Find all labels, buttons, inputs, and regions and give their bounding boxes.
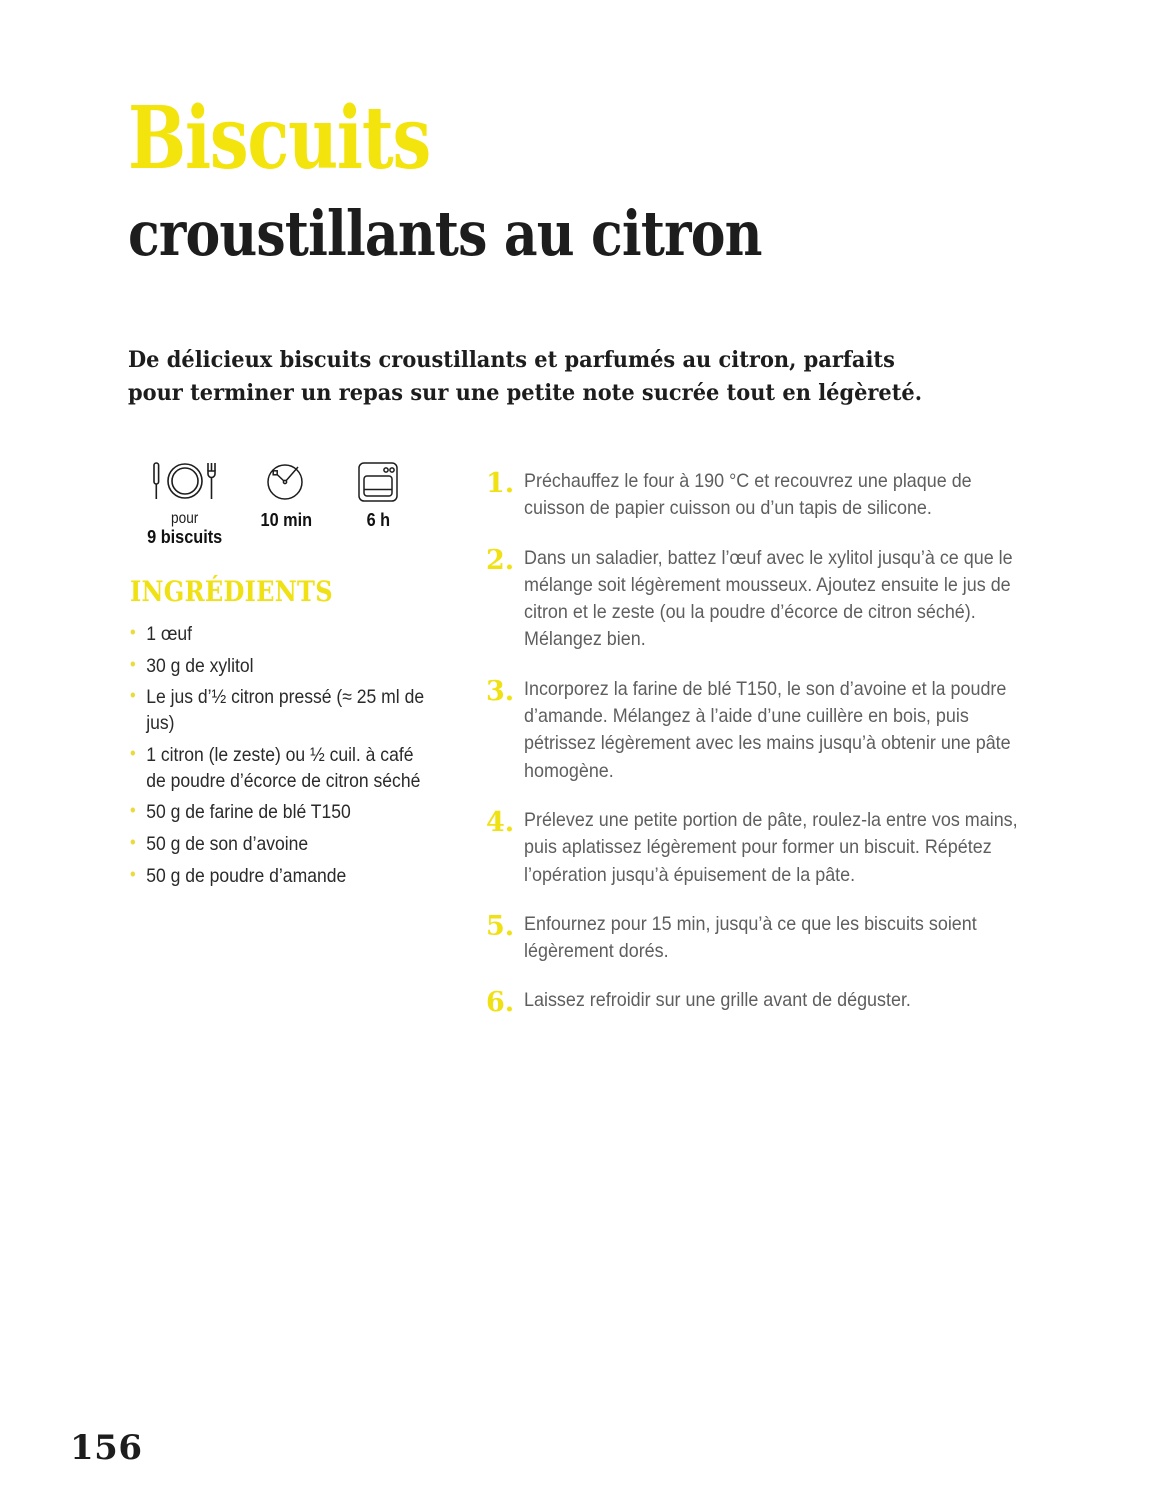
step-number: 4. xyxy=(486,806,515,838)
step-item xyxy=(486,911,1066,966)
meta-prep-time-value: 10 min xyxy=(260,509,312,530)
ingredients-heading: INGRÉDIENTS xyxy=(130,575,333,608)
step-number: 5. xyxy=(486,910,515,942)
title-line-secondary: croustillants au citron xyxy=(128,196,762,270)
step-text: Dans un saladier, battez l’œuf avec le xylitol jusqu’à ce que le mélange soit légèrement mousseux. Ajoutez ensuite le jus de citron et le zeste (ou la poudre d’écorce de citron séché). Mélangez bien. xyxy=(524,546,1013,651)
step-number: 6. xyxy=(486,987,515,1019)
preparation-steps xyxy=(486,468,1066,1038)
meta-servings-labels xyxy=(142,510,227,548)
list-item: • 50 g de son d’avoine xyxy=(130,832,427,858)
list-item: • 30 g de xylitol xyxy=(130,654,427,680)
list-item: • 1 citron (le zeste) ou ½ cuil. à café de poudre d’écorce de citron séché xyxy=(130,743,427,794)
list-item: • 50 g de farine de blé T150 xyxy=(130,800,427,826)
recipe-description: De délicieux biscuits croustillants et parfumés au citron, parfaits pour terminer un repas sur une petite note sucrée tout en légèreté. xyxy=(128,347,923,406)
page-title xyxy=(128,88,1028,270)
page-number: 156 xyxy=(70,1428,143,1468)
step-item xyxy=(486,545,1066,654)
meta-servings-prefix: pour xyxy=(171,510,199,527)
step-text: Laissez refroidir sur une grille avant de déguster. xyxy=(524,989,911,1012)
list-item: • 1 œuf xyxy=(130,622,427,648)
step-item xyxy=(486,468,1066,523)
plate-cutlery-icon xyxy=(148,458,222,506)
step-item xyxy=(486,987,1066,1019)
meta-bake-time xyxy=(332,458,424,531)
step-number: 1. xyxy=(486,468,515,499)
step-item xyxy=(486,807,1066,889)
step-number: 2. xyxy=(486,544,515,576)
oven-icon xyxy=(354,458,402,506)
meta-prep-time xyxy=(240,458,332,531)
step-item xyxy=(486,676,1066,785)
meta-prep-time-labels xyxy=(257,510,316,531)
step-text: Enfournez pour 15 min, jusqu’à ce que les biscuits soient légèrement dorés. xyxy=(524,912,977,963)
title-line-primary: Biscuits xyxy=(128,88,430,189)
ingredients-section xyxy=(130,575,460,896)
step-text: Préchauffez le four à 190 °C et recouvrez une plaque de cuisson de papier cuisson ou d’un tapis de silicone. xyxy=(524,470,972,520)
meta-servings xyxy=(130,458,240,548)
list-item: • 50 g de poudre d’amande xyxy=(130,864,427,890)
recipe-meta-row xyxy=(130,458,424,548)
clock-icon xyxy=(262,458,310,506)
step-text: Prélevez une petite portion de pâte, roulez-la entre vos mains, puis aplatissez légèrement pour former un biscuit. Répétez l’opération jusqu’à épuisement de la pâte. xyxy=(524,808,1018,886)
list-item: • Le jus d’½ citron pressé (≈ 25 ml de jus) xyxy=(130,685,427,736)
step-text: Incorporez la farine de blé T150, le son d’avoine et la poudre d’amande. Mélangez à l’aide d’une cuillère en bois, puis pétrissez légèrement avec les mains jusqu’à obtenir une pâte homogène. xyxy=(524,677,1011,782)
ingredients-list xyxy=(130,622,460,890)
meta-servings-value: 9 biscuits xyxy=(147,526,223,548)
step-number: 3. xyxy=(486,675,515,707)
meta-bake-time-value: 6 h xyxy=(366,509,390,530)
meta-bake-time-labels xyxy=(365,510,392,531)
